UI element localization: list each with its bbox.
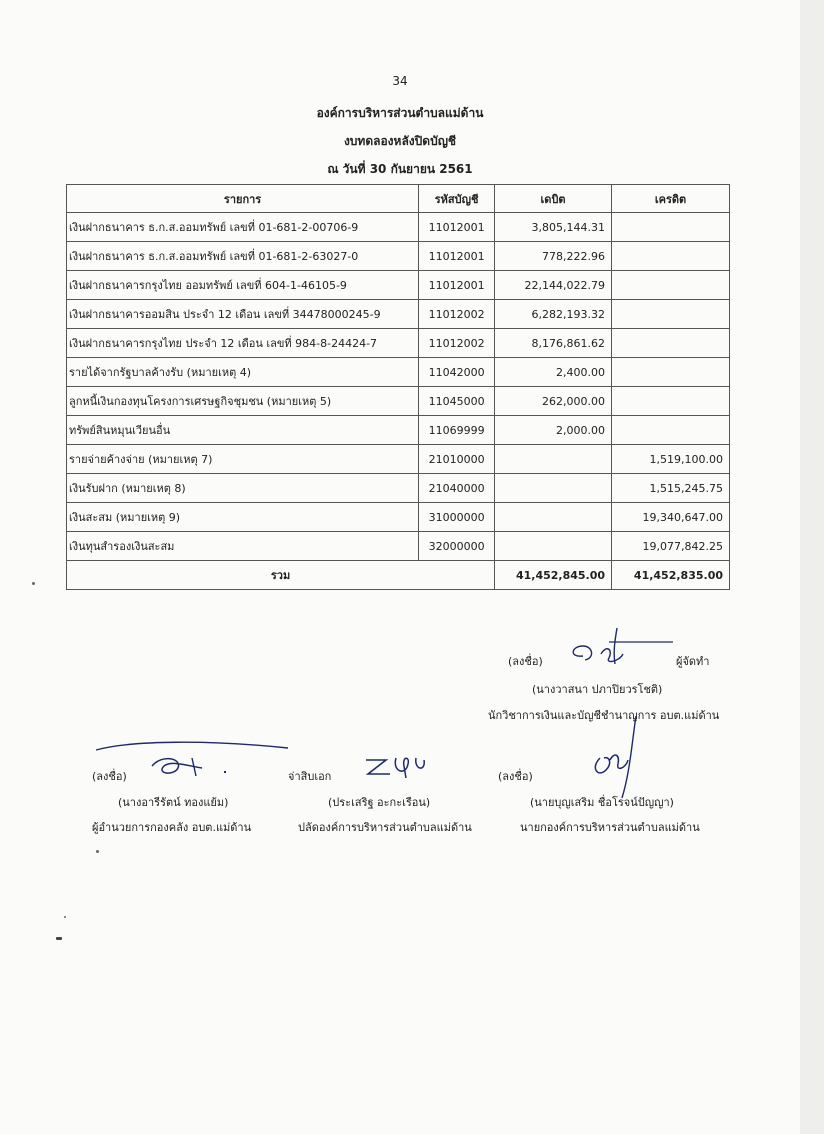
row-item: ลูกหนี้เงินกองทุนโครงการเศรษฐกิจชุมชน (หมายเหตุ 5) <box>67 387 419 416</box>
total-row <box>67 561 730 590</box>
row-credit <box>612 416 730 445</box>
signer1-signature <box>92 736 292 782</box>
total-debit: 41,452,845.00 <box>495 561 612 590</box>
row-debit: 22,144,022.79 <box>495 271 612 300</box>
signer3-sign-label: (ลงชื่อ) <box>498 770 533 783</box>
row-credit <box>612 387 730 416</box>
row-code: 11012001 <box>419 271 495 300</box>
table-row <box>67 213 730 242</box>
total-label: รวม <box>67 561 495 590</box>
row-item: เงินรับฝาก (หมายเหตุ 8) <box>67 474 419 503</box>
row-credit: 1,519,100.00 <box>612 445 730 474</box>
row-debit <box>495 474 612 503</box>
row-credit: 19,340,647.00 <box>612 503 730 532</box>
total-credit: 41,452,835.00 <box>612 561 730 590</box>
row-code: 11012001 <box>419 242 495 271</box>
table-row <box>67 329 730 358</box>
header-item: รายการ <box>67 185 419 213</box>
table-row <box>67 445 730 474</box>
preparer-position: นักวิชาการเงินและบัญชีชำนาญการ อบต.แม่ด้าน <box>488 709 720 722</box>
row-credit <box>612 242 730 271</box>
row-item: ทรัพย์สินหมุนเวียนอื่น <box>67 416 419 445</box>
row-credit <box>612 271 730 300</box>
table-row <box>67 300 730 329</box>
table-row <box>67 242 730 271</box>
row-code: 11042000 <box>419 358 495 387</box>
row-code: 11069999 <box>419 416 495 445</box>
preparer-name: (นางวาสนา ปภาปิยวรโชติ) <box>532 683 663 696</box>
row-item: รายจ่ายค้างจ่าย (หมายเหตุ 7) <box>67 445 419 474</box>
row-item: เงินฝากธนาคาร ธ.ก.ส.ออมทรัพย์ เลขที่ 01-681-2-00706-9 <box>67 213 419 242</box>
signer3-name: (นายบุญเสริม ชื่อโรจน์ปัญญา) <box>530 796 674 809</box>
row-credit <box>612 329 730 358</box>
row-debit <box>495 445 612 474</box>
scan-speck <box>96 850 99 853</box>
row-code: 11012002 <box>419 300 495 329</box>
signer2-sign-label: จ่าสิบเอก <box>288 770 332 783</box>
row-credit: 19,077,842.25 <box>612 532 730 561</box>
date-line: ณ วันที่ 30 กันยายน 2561 <box>327 162 473 176</box>
row-debit <box>495 503 612 532</box>
preparer-sign-label: (ลงชื่อ) <box>508 655 543 668</box>
row-debit: 2,400.00 <box>495 358 612 387</box>
row-debit: 262,000.00 <box>495 387 612 416</box>
row-credit <box>612 358 730 387</box>
row-debit: 3,805,144.31 <box>495 213 612 242</box>
row-code: 11012001 <box>419 213 495 242</box>
table-row <box>67 532 730 561</box>
row-credit <box>612 213 730 242</box>
row-item: เงินฝากธนาคาร ธ.ก.ส.ออมทรัพย์ เลขที่ 01-681-2-63027-0 <box>67 242 419 271</box>
table-row <box>67 387 730 416</box>
table-row <box>67 503 730 532</box>
header-debit: เดบิต <box>495 185 612 213</box>
signer1-position: ผู้อำนวยการกองคลัง อบต.แม่ด้าน <box>92 821 252 834</box>
row-credit: 1,515,245.75 <box>612 474 730 503</box>
document-title: งบทดลองหลังปิดบัญชี <box>343 134 457 148</box>
row-code: 32000000 <box>419 532 495 561</box>
header-credit: เครดิต <box>612 185 730 213</box>
row-item: เงินทุนสำรองเงินสะสม <box>67 532 419 561</box>
row-code: 21040000 <box>419 474 495 503</box>
row-debit: 8,176,861.62 <box>495 329 612 358</box>
row-code: 11045000 <box>419 387 495 416</box>
row-debit: 778,222.96 <box>495 242 612 271</box>
row-debit: 2,000.00 <box>495 416 612 445</box>
page-number: 34 <box>392 74 408 88</box>
signer1-sign-label: (ลงชื่อ) <box>92 770 127 783</box>
signer3-position: นายกองค์การบริหารส่วนตำบลแม่ด้าน <box>520 821 700 834</box>
row-item: เงินฝากธนาคารกรุงไทย ประจำ 12 เดือน เลขที่ 984-8-24424-7 <box>67 329 419 358</box>
row-item: เงินฝากธนาคารออมสิน ประจำ 12 เดือน เลขที่ 34478000245-9 <box>67 300 419 329</box>
table-row <box>67 474 730 503</box>
header-code: รหัสบัญชี <box>419 185 495 213</box>
preparer-role: ผู้จัดทำ <box>676 655 710 668</box>
scan-speck <box>64 916 66 918</box>
row-debit <box>495 532 612 561</box>
preparer-signature <box>565 624 675 670</box>
signer2-name: (ประเสริฐ อะกะเรือน) <box>328 796 431 809</box>
row-code: 31000000 <box>419 503 495 532</box>
scan-speck <box>32 582 35 585</box>
row-code: 21010000 <box>419 445 495 474</box>
row-item: เงินสะสม (หมายเหตุ 9) <box>67 503 419 532</box>
table-row <box>67 358 730 387</box>
scan-speck <box>56 937 62 940</box>
trial-balance-table <box>66 184 730 590</box>
scan-edge <box>800 0 824 1134</box>
row-item: เงินฝากธนาคารกรุงไทย ออมทรัพย์ เลขที่ 604-1-46105-9 <box>67 271 419 300</box>
signer3-signature <box>586 712 646 804</box>
row-debit: 6,282,193.32 <box>495 300 612 329</box>
signer2-position: ปลัดองค์การบริหารส่วนตำบลแม่ด้าน <box>298 821 472 834</box>
signer2-signature <box>362 752 434 782</box>
organization-name: องค์การบริหารส่วนตำบลแม่ด้าน <box>316 106 484 120</box>
row-code: 11012002 <box>419 329 495 358</box>
row-credit <box>612 300 730 329</box>
signer1-name: (นางอารีรัตน์ ทองแย้ม) <box>118 796 229 809</box>
table-row <box>67 271 730 300</box>
row-item: รายได้จากรัฐบาลค้างรับ (หมายเหตุ 4) <box>67 358 419 387</box>
table-header-row <box>67 185 730 213</box>
table-row <box>67 416 730 445</box>
